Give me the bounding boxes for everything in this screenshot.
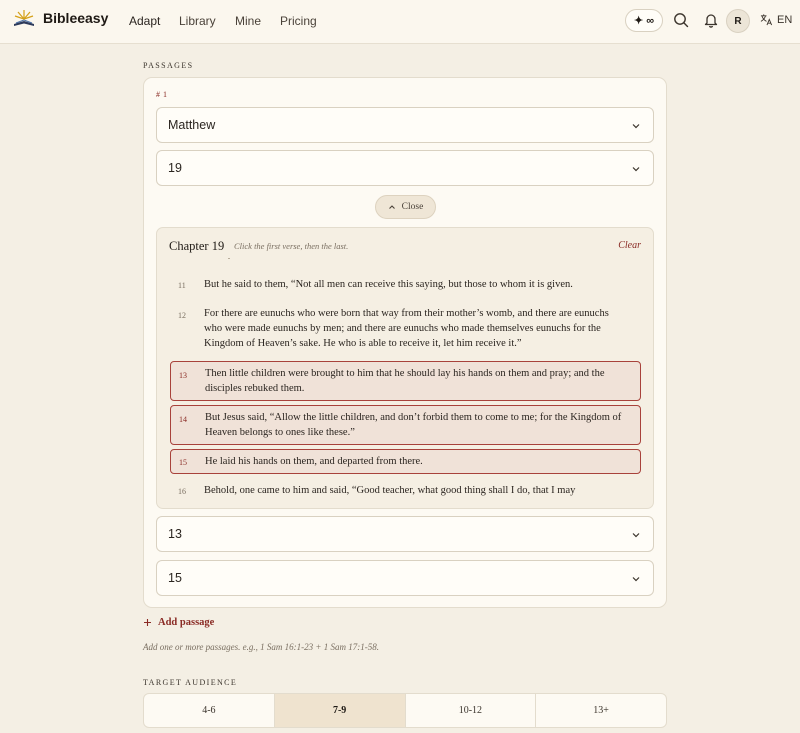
- verse-12[interactable]: [170, 304, 641, 354]
- chapter-select[interactable]: [156, 150, 654, 186]
- verse-16[interactable]: [170, 481, 641, 503]
- passages-section-label: PASSAGES: [143, 61, 194, 70]
- chevron-down-icon: [631, 574, 641, 584]
- verse-text: But he said to them, “Not all men can receive this saying, but those to whom it is given.: [204, 279, 573, 290]
- add-passage-button[interactable]: [143, 617, 214, 628]
- verse-number: 12: [178, 311, 186, 320]
- passage-card: [143, 77, 667, 608]
- verse-number: 15: [179, 458, 187, 467]
- helper-text: Add one or more passages. e.g., 1 Sam 16:1-23 + 1 Sam 17:1-58.: [143, 642, 379, 652]
- audience-option-10-12[interactable]: 10-12: [406, 694, 537, 727]
- start-verse-value: 13: [168, 527, 182, 541]
- language-label: EN: [777, 13, 793, 26]
- nav-library[interactable]: Library: [179, 14, 216, 28]
- verse-text: For there are eunuchs who were born that way from their mother’s womb, and there are eunuchs who were made eunuchs by men; and there are eunuchs who made themselves eunuchs for the Kingdom of Heaven’s sake. He who is able to receive it, let him receive it.”: [204, 308, 609, 349]
- end-verse-select[interactable]: [156, 560, 654, 596]
- chevron-up-icon: [388, 203, 396, 211]
- nav-mine[interactable]: Mine: [235, 14, 262, 28]
- book-select-value: Matthew: [168, 118, 216, 132]
- chevron-down-icon: [631, 530, 641, 540]
- audience-selector: [143, 693, 667, 728]
- nav-adapt[interactable]: Adapt: [129, 14, 161, 28]
- verse-number: 11: [178, 281, 186, 290]
- verse-11[interactable]: [170, 274, 641, 296]
- translate-icon: [760, 13, 773, 26]
- chevron-down-icon: [631, 164, 641, 174]
- language-switcher[interactable]: [760, 13, 792, 26]
- audience-section-label: TARGET AUDIENCE: [143, 678, 238, 687]
- credits-button[interactable]: ✦ ∞: [625, 9, 663, 32]
- book-select[interactable]: [156, 107, 654, 143]
- close-chapter-button[interactable]: [375, 195, 436, 219]
- add-passage-label: Add passage: [158, 617, 215, 628]
- chapter-title: Chapter 19: [169, 239, 225, 253]
- audience-option-4-6[interactable]: 4-6: [144, 694, 275, 727]
- top-nav-bar: [0, 0, 800, 44]
- bell-icon[interactable]: [702, 11, 720, 29]
- clear-selection-button[interactable]: Clear: [618, 240, 641, 251]
- chapter-verse-picker: [156, 227, 654, 509]
- verse-text: Behold, one came to him and said, “Good teacher, what good thing shall I do, that I may: [204, 485, 576, 496]
- verse-13[interactable]: [170, 361, 641, 401]
- verse-15[interactable]: [170, 449, 641, 474]
- nav-pricing[interactable]: Pricing: [280, 14, 317, 28]
- divider-dot: [228, 258, 230, 259]
- plus-icon: [143, 618, 152, 627]
- bible-logo-icon[interactable]: [12, 8, 36, 28]
- verse-number: 14: [179, 415, 187, 424]
- verse-number: 16: [178, 487, 186, 496]
- chapter-hint: Click the first verse, then the last.: [234, 241, 349, 251]
- verse-text: He laid his hands on them, and departed from there.: [205, 456, 423, 467]
- start-verse-select[interactable]: [156, 516, 654, 552]
- audience-option-13-plus[interactable]: 13+: [593, 705, 609, 716]
- chapter-select-value: 19: [168, 161, 182, 175]
- search-icon[interactable]: [672, 11, 690, 29]
- audience-option-7-9[interactable]: 7-9: [275, 694, 406, 727]
- verse-text: Then little children were brought to him that he should lay his hands on them and pray; and the disciples rebuked them.: [205, 368, 605, 394]
- user-avatar[interactable]: R: [726, 9, 750, 33]
- verse-number: 13: [179, 371, 187, 380]
- chevron-down-icon: [631, 121, 641, 131]
- brand-name[interactable]: Bibleeasy: [43, 10, 109, 26]
- close-label: Close: [401, 202, 424, 212]
- verse-text: But Jesus said, “Allow the little children, and don’t forbid them to come to me; for the Kingdom of Heaven belongs to ones like these.”: [205, 412, 622, 438]
- passage-number: # 1: [156, 90, 168, 99]
- verse-14[interactable]: [170, 405, 641, 445]
- end-verse-value: 15: [168, 571, 182, 585]
